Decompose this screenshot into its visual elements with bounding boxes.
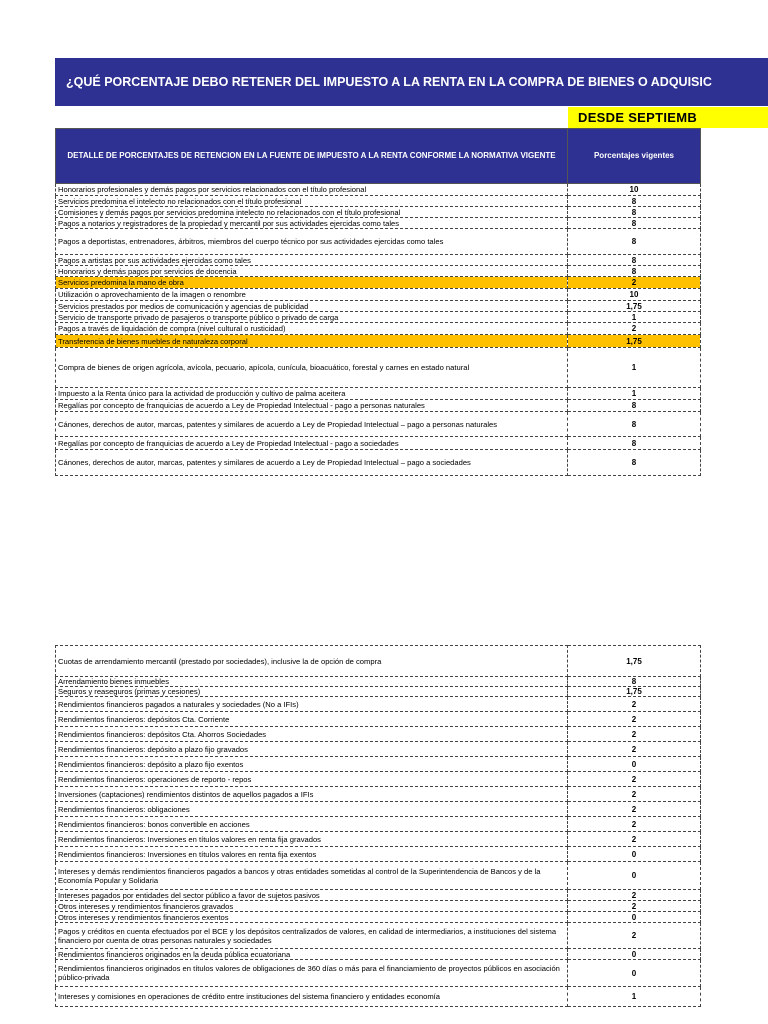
table-row xyxy=(56,697,701,712)
row-percentage: 8 xyxy=(568,266,701,277)
table-row xyxy=(56,207,701,218)
row-description: Rendimientos financieros: obligaciones xyxy=(56,802,568,817)
row-percentage: 1 xyxy=(568,987,701,1007)
row-description: Rendimientos financieros: depósito a plazo fijo exentos xyxy=(56,757,568,772)
table-row xyxy=(56,289,701,301)
table-row xyxy=(56,388,701,400)
row-percentage: 8 xyxy=(568,255,701,266)
row-description: Intereses pagados por entidades del sector público a favor de sujetos pasivos xyxy=(56,890,568,901)
table-row xyxy=(56,890,701,901)
row-percentage: 2 xyxy=(568,802,701,817)
row-description: Rendimientos financieros originados en la deuda pública ecuatoriana xyxy=(56,949,568,960)
row-percentage: 1,75 xyxy=(568,646,701,677)
row-percentage: 0 xyxy=(568,912,701,923)
table-row xyxy=(56,335,701,348)
table-row xyxy=(56,802,701,817)
row-percentage: 0 xyxy=(568,960,701,987)
row-description: Honorarios profesionales y demás pagos por servicios relacionados con el título profesional xyxy=(56,184,568,196)
row-percentage: 2 xyxy=(568,787,701,802)
table-row xyxy=(56,901,701,912)
table-row xyxy=(56,437,701,450)
row-description: Servicios predomina el intelecto no relacionados con el título profesional xyxy=(56,196,568,207)
table-row xyxy=(56,912,701,923)
row-percentage: 2 xyxy=(568,890,701,901)
row-percentage: 8 xyxy=(568,450,701,476)
row-description: Inversiones (captaciones) rendimientos distintos de aquellos pagados a IFIs xyxy=(56,787,568,802)
header-percentage: Porcentajes vigentes xyxy=(568,129,701,184)
retention-table-2 xyxy=(55,645,701,1007)
row-description: Transferencia de bienes muebles de naturaleza corporal xyxy=(56,335,568,348)
row-description: Otros intereses y rendimientos financieros gravados xyxy=(56,901,568,912)
row-percentage: 1,75 xyxy=(568,301,701,312)
table-row xyxy=(56,266,701,277)
table-row xyxy=(56,196,701,207)
row-percentage: 8 xyxy=(568,412,701,437)
row-percentage: 8 xyxy=(568,229,701,255)
table-row xyxy=(56,348,701,388)
table-row xyxy=(56,412,701,437)
table-row xyxy=(56,646,701,677)
header-detail: DETALLE DE PORCENTAJES DE RETENCION EN LA FUENTE DE IMPUESTO A LA RENTA CONFORME LA NORMATIVA VIGENTE xyxy=(56,129,568,184)
row-description: Regalías por concepto de franquicias de acuerdo a Ley de Propiedad Intelectual - pago a sociedades xyxy=(56,437,568,450)
table-row xyxy=(56,277,701,289)
row-percentage: 2 xyxy=(568,727,701,742)
row-description: Otros intereses y rendimientos financieros exentos xyxy=(56,912,568,923)
retention-table-1 xyxy=(55,128,701,476)
table-row xyxy=(56,772,701,787)
row-description: Pagos a notarios y registradores de la propiedad y mercantil por sus actividades ejercidas como tales xyxy=(56,218,568,229)
row-description: Rendimientos financieros: depósitos Cta. Ahorros Sociedades xyxy=(56,727,568,742)
row-description: Rendimientos financieros: depósito a plazo fijo gravados xyxy=(56,742,568,757)
row-percentage: 2 xyxy=(568,817,701,832)
page-banner-title: ¿QUÉ PORCENTAJE DEBO RETENER DEL IMPUESTO A LA RENTA EN LA COMPRA DE BIENES O ADQUISIC xyxy=(55,58,768,106)
row-percentage: 2 xyxy=(568,832,701,847)
row-description: Pagos a deportistas, entrenadores, árbitros, miembros del cuerpo técnico por sus actividades ejercidas como tales xyxy=(56,229,568,255)
row-percentage: 8 xyxy=(568,196,701,207)
row-percentage: 10 xyxy=(568,289,701,301)
row-percentage: 8 xyxy=(568,677,701,687)
row-percentage: 8 xyxy=(568,437,701,450)
row-description: Cánones, derechos de autor, marcas, patentes y similares de acuerdo a Ley de Propiedad Intelectual – pago a personas naturales xyxy=(56,412,568,437)
table-row xyxy=(56,229,701,255)
row-percentage: 1,75 xyxy=(568,335,701,348)
row-percentage: 2 xyxy=(568,923,701,949)
table-row xyxy=(56,677,701,687)
row-description: Cuotas de arrendamiento mercantil (prestado por sociedades), inclusive la de opción de compra xyxy=(56,646,568,677)
row-percentage: 8 xyxy=(568,400,701,412)
row-description: Honorarios y demás pagos por servicios de docencia xyxy=(56,266,568,277)
table-row xyxy=(56,960,701,987)
row-description: Servicios prestados por medios de comunicación y agencias de publicidad xyxy=(56,301,568,312)
table-row xyxy=(56,817,701,832)
table-row xyxy=(56,847,701,862)
table-row xyxy=(56,787,701,802)
table-row xyxy=(56,400,701,412)
table-row xyxy=(56,687,701,697)
row-percentage: 2 xyxy=(568,323,701,335)
row-percentage: 2 xyxy=(568,697,701,712)
row-description: Rendimientos financieros: Inversiones en títulos valores en renta fija gravados xyxy=(56,832,568,847)
row-description: Rendimientos financieros originados en títulos valores de obligaciones de 360 días o más para el financiamiento de proyectos públicos en asociación público-privada xyxy=(56,960,568,987)
row-percentage: 2 xyxy=(568,712,701,727)
row-description: Utilización o aprovechamiento de la imagen o renombre xyxy=(56,289,568,301)
row-description: Comisiones y demás pagos por servicios predomina intelecto no relacionados con el título profesional xyxy=(56,207,568,218)
row-description: Servicios predomina la mano de obra xyxy=(56,277,568,289)
row-percentage: 1,75 xyxy=(568,687,701,697)
row-description: Cánones, derechos de autor, marcas, patentes y similares de acuerdo a Ley de Propiedad Intelectual – pago a sociedades xyxy=(56,450,568,476)
row-percentage: 0 xyxy=(568,757,701,772)
row-description: Regalías por concepto de franquicias de acuerdo a Ley de Propiedad Intelectual - pago a personas naturales xyxy=(56,400,568,412)
table-row xyxy=(56,757,701,772)
row-description: Intereses y comisiones en operaciones de crédito entre instituciones del sistema financiero y entidades economía xyxy=(56,987,568,1007)
row-description: Servicio de transporte privado de pasajeros o transporte público o privado de carga xyxy=(56,312,568,323)
effective-date-badge: DESDE SEPTIEMB xyxy=(568,107,768,128)
row-description: Rendimientos financieros: operaciones de reporto - repos xyxy=(56,772,568,787)
row-description: Impuesto a la Renta único para la actividad de producción y cultivo de palma aceitera xyxy=(56,388,568,400)
row-percentage: 2 xyxy=(568,772,701,787)
table-row xyxy=(56,742,701,757)
table-row xyxy=(56,949,701,960)
table-row xyxy=(56,450,701,476)
table-row xyxy=(56,727,701,742)
table-row xyxy=(56,832,701,847)
table-row xyxy=(56,923,701,949)
table-row xyxy=(56,255,701,266)
row-percentage: 2 xyxy=(568,742,701,757)
row-description: Compra de bienes de origen agrícola, avícola, pecuario, apícola, cunícula, bioacuático, forestal y carnes en estado natural xyxy=(56,348,568,388)
row-description: Rendimientos financieros: Inversiones en títulos valores en renta fija exentos xyxy=(56,847,568,862)
row-description: Rendimientos financieros: depósitos Cta. Corriente xyxy=(56,712,568,727)
row-percentage: 0 xyxy=(568,847,701,862)
row-percentage: 10 xyxy=(568,184,701,196)
row-description: Rendimientos financieros pagados a naturales y sociedades (No a IFIs) xyxy=(56,697,568,712)
table-row xyxy=(56,218,701,229)
row-percentage: 8 xyxy=(568,207,701,218)
row-percentage: 0 xyxy=(568,862,701,890)
row-description: Pagos y créditos en cuenta efectuados por el BCE y los depósitos centralizados de valores, en calidad de intermediarios, a instituciones del sistema financiero por cuenta de otras personas naturales y sociedades xyxy=(56,923,568,949)
row-description: Pagos a través de liquidación de compra (nivel cultural o rusticidad) xyxy=(56,323,568,335)
row-percentage: 1 xyxy=(568,388,701,400)
table-row xyxy=(56,712,701,727)
row-description: Seguros y reaseguros (primas y cesiones) xyxy=(56,687,568,697)
row-description: Intereses y demás rendimientos financieros pagados a bancos y otras entidades sometidas al control de la Superintendencia de Bancos y de la Economía Popular y Solidaria xyxy=(56,862,568,890)
row-percentage: 8 xyxy=(568,218,701,229)
table-row xyxy=(56,301,701,312)
table-row xyxy=(56,323,701,335)
row-percentage: 1 xyxy=(568,348,701,388)
table-row xyxy=(56,987,701,1007)
table-row xyxy=(56,312,701,323)
row-description: Pagos a artistas por sus actividades ejercidas como tales xyxy=(56,255,568,266)
row-percentage: 1 xyxy=(568,312,701,323)
row-percentage: 2 xyxy=(568,901,701,912)
row-description: Arrendamiento bienes inmuebles xyxy=(56,677,568,687)
table-row xyxy=(56,184,701,196)
table-row xyxy=(56,862,701,890)
row-percentage: 2 xyxy=(568,277,701,289)
row-percentage: 0 xyxy=(568,949,701,960)
row-description: Rendimientos financieros: bonos convertible en acciones xyxy=(56,817,568,832)
